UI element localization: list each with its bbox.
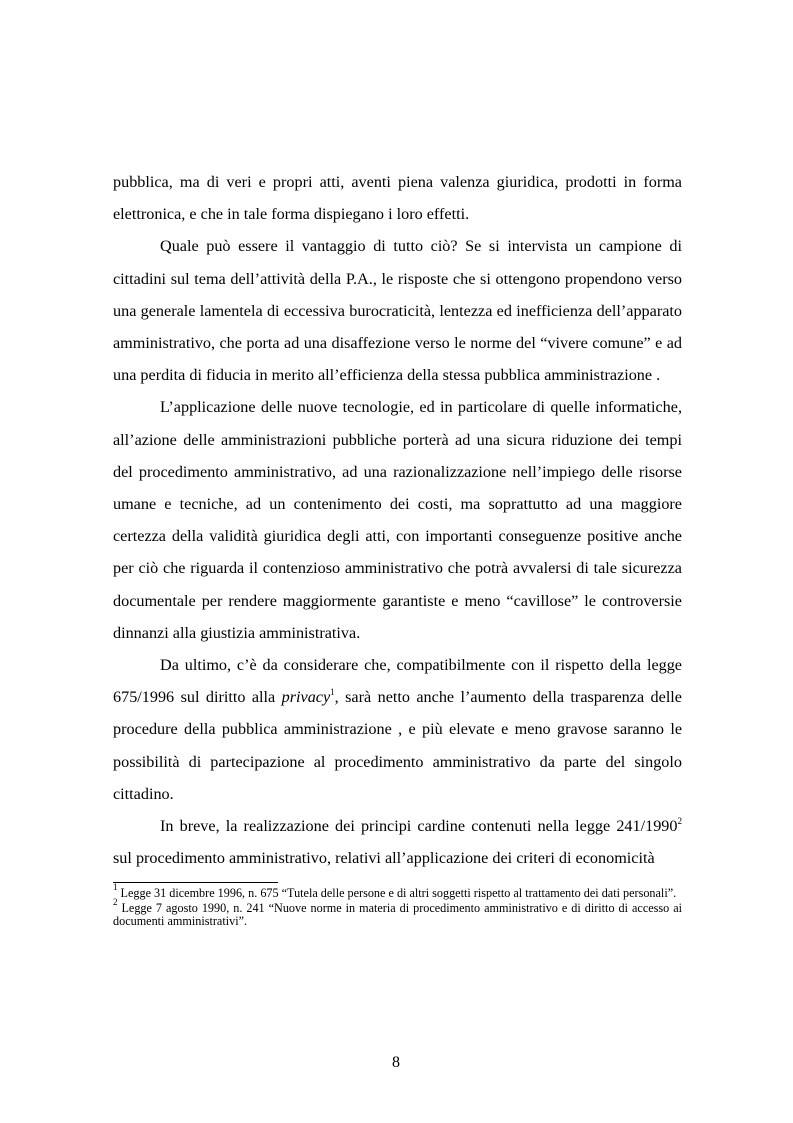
footnote-separator xyxy=(113,882,278,883)
paragraph-text: Quale può essere il vantaggio di tutto ciò? Se si intervista un campione di cittadini sul tema dell’attività della P.A., le risposte che si ottengono propendono verso una generale lamentela di eccessiva burocraticità, lentezza ed inefficienza dell’apparato amministrativo, che porta ad una disaffezione verso le norme del “vivere comune” e ad una perdita di fiducia in merito all’efficienza della stessa pubblica amministrazione . xyxy=(113,237,682,385)
page-number: 8 xyxy=(392,1054,400,1071)
paragraph-text: , sarà netto anche l’aumento della trasparenza delle procedure della pubblica amministrazione , e più elevate e meno gravose saranno le possibilità di partecipazione al procedimento amministrativo da parte del singolo cittadino. xyxy=(113,688,682,803)
paragraph-text: pubblica, ma di veri e propri atti, aventi piena valenza giuridica, prodotti in forma elettronica, e che in tale forma dispiegano i loro effetti. xyxy=(113,173,682,224)
footnote-reference: 1 xyxy=(330,687,335,698)
body-text xyxy=(113,166,682,874)
footnote xyxy=(113,896,682,929)
paragraph-summary xyxy=(113,810,682,874)
paragraph-text: sul procedimento amministrativo, relativi all’applicazione dei criteri di economicità xyxy=(113,849,655,868)
footnote-text: Legge 7 agosto 1990, n. 241 “Nuove norme in materia di procedimento amministrativo e di diritto di accesso ai documenti amministrativi”. xyxy=(113,900,682,929)
paragraph-text: L’applicazione delle nuove tecnologie, ed in particolare di quelle informatiche, all’azione delle amministrazioni pubbliche porterà ad una sicura riduzione dei tempi del procedimento amministrativo, ad una razionalizzazione nell’impiego delle risorse umane e tecniche, ad un contenimento dei costi, ma soprattutto ad una maggiore certezza della validità giuridica degli atti, con importanti conseguenze positive anche per ciò che riguarda il contenzioso amministrativo che potrà avvalersi di tale sicurezza documentale per rendere maggiormente garantiste e meno “cavillose” le controversie dinnanzi alla giustizia amministrativa. xyxy=(113,398,682,642)
footnote-text: Legge 31 dicembre 1996, n. 675 “Tutela delle persone e di altri soggetti rispetto al trattamento dei dati personali”. xyxy=(117,886,677,900)
paragraph-continued xyxy=(113,166,682,230)
paragraph-advantages xyxy=(113,230,682,391)
footnote-marker: 1 xyxy=(113,882,118,892)
paragraph-privacy xyxy=(113,649,682,810)
footnote-reference: 2 xyxy=(677,816,682,827)
footnote-marker: 2 xyxy=(113,896,118,907)
footnote xyxy=(113,882,682,901)
paragraph-text: In breve, la realizzazione dei principi cardine contenuti nella legge 241/1990 xyxy=(160,817,678,836)
footnotes xyxy=(113,882,682,930)
paragraph-new-technologies xyxy=(113,391,682,649)
paragraph-text: Da ultimo, c’è da considerare che, compatibilmente con il rispetto della legge 675/1996 sul diritto alla xyxy=(113,656,682,707)
italic-term: privacy xyxy=(281,688,331,707)
